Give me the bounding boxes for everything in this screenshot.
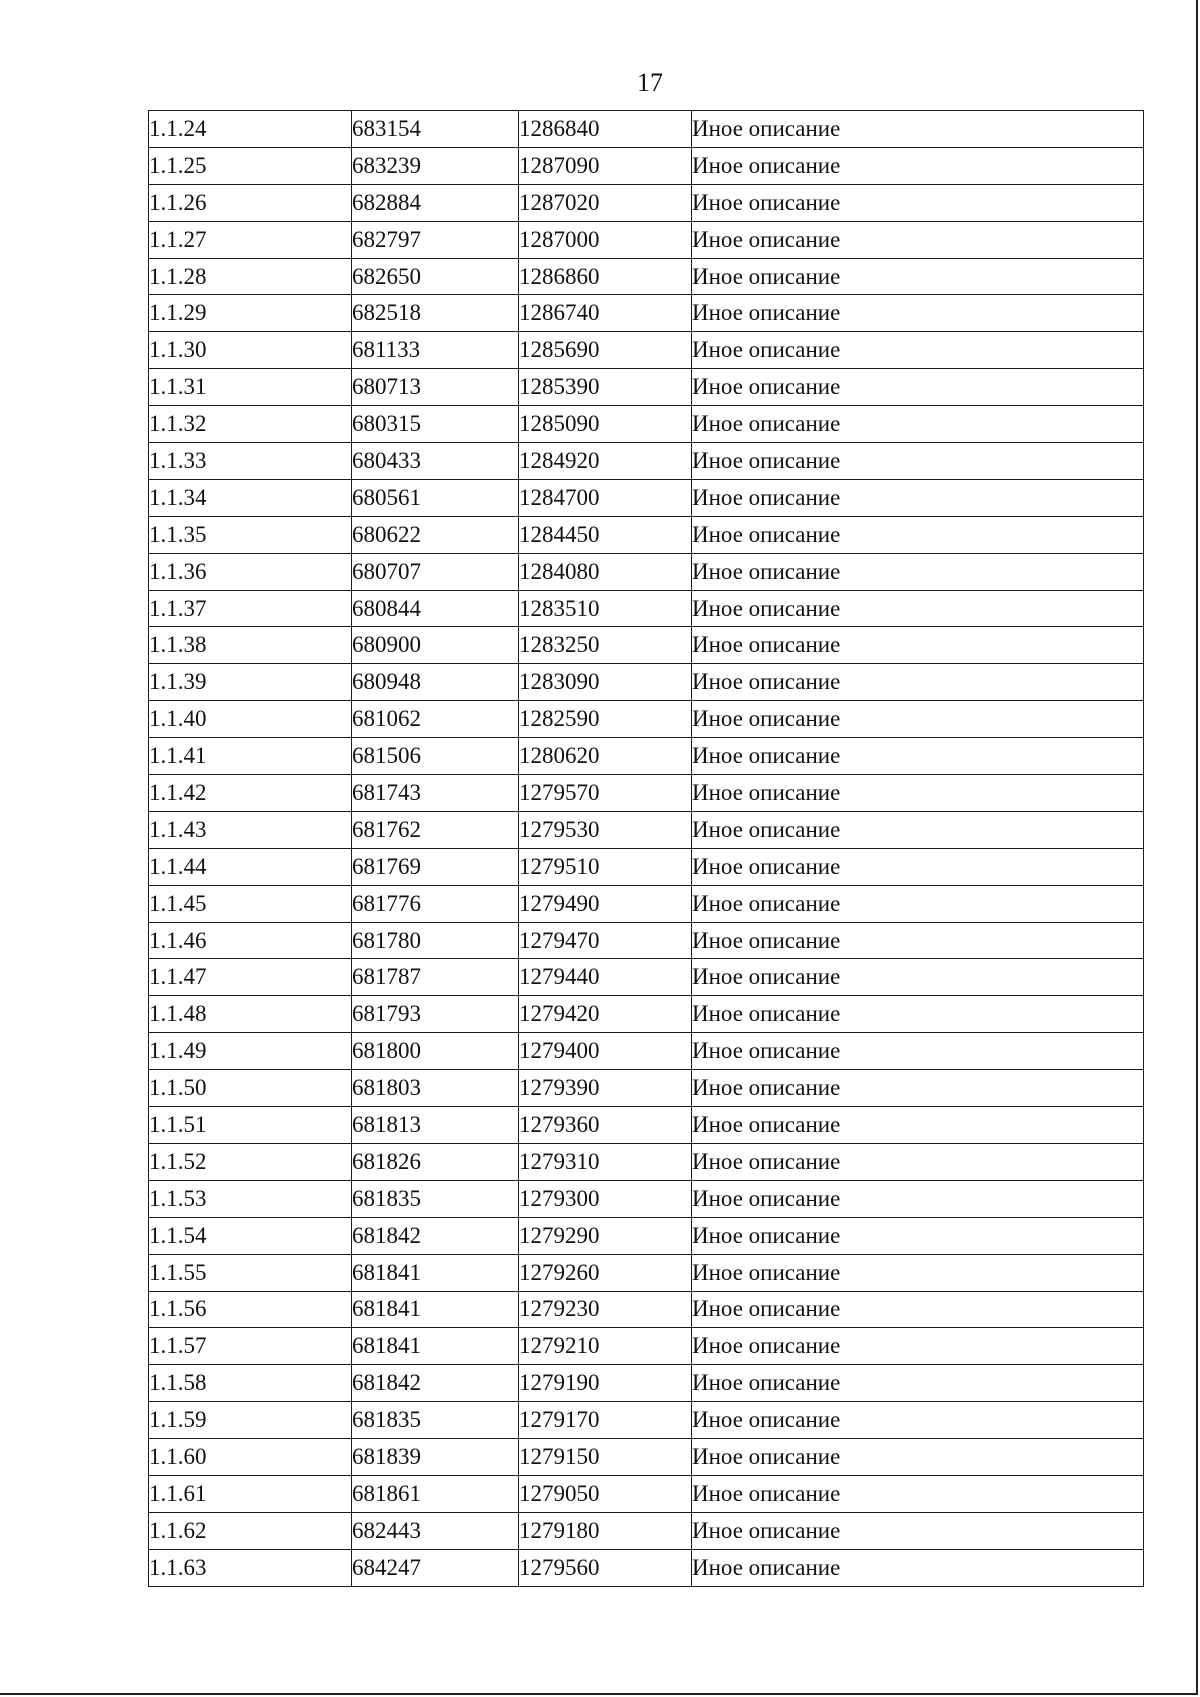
table-row: [149, 1328, 1144, 1365]
table-row: [149, 1180, 1144, 1217]
description-cell: Иное описание: [692, 1070, 1144, 1107]
y-coordinate-cell: 1279310: [519, 1143, 692, 1180]
point-number-cell: 1.1.54: [149, 1217, 352, 1254]
table-row: [149, 295, 1144, 332]
description-cell: Иное описание: [692, 1033, 1144, 1070]
y-coordinate-cell: 1279400: [519, 1033, 692, 1070]
description-cell: Иное описание: [692, 1143, 1144, 1180]
table-row: [149, 147, 1144, 184]
y-coordinate-cell: 1286860: [519, 258, 692, 295]
description-cell: Иное описание: [692, 111, 1144, 148]
table-row: [149, 590, 1144, 627]
description-cell: Иное описание: [692, 1439, 1144, 1476]
point-number-cell: 1.1.50: [149, 1070, 352, 1107]
y-coordinate-cell: 1283510: [519, 590, 692, 627]
y-coordinate-cell: 1279560: [519, 1549, 692, 1586]
coordinates-table-body: [149, 111, 1144, 1587]
description-cell: Иное описание: [692, 1291, 1144, 1328]
point-number-cell: 1.1.41: [149, 738, 352, 775]
y-coordinate-cell: 1284700: [519, 479, 692, 516]
y-coordinate-cell: 1280620: [519, 738, 692, 775]
table-row: [149, 258, 1144, 295]
table-row: [149, 1439, 1144, 1476]
x-coordinate-cell: 681743: [352, 775, 519, 812]
point-number-cell: 1.1.51: [149, 1107, 352, 1144]
y-coordinate-cell: 1287090: [519, 147, 692, 184]
point-number-cell: 1.1.30: [149, 332, 352, 369]
description-cell: Иное описание: [692, 221, 1144, 258]
x-coordinate-cell: 680713: [352, 369, 519, 406]
y-coordinate-cell: 1279150: [519, 1439, 692, 1476]
x-coordinate-cell: 681841: [352, 1328, 519, 1365]
table-row: [149, 1254, 1144, 1291]
x-coordinate-cell: 681835: [352, 1180, 519, 1217]
point-number-cell: 1.1.34: [149, 479, 352, 516]
description-cell: Иное описание: [692, 1107, 1144, 1144]
description-cell: Иное описание: [692, 1217, 1144, 1254]
table-row: [149, 369, 1144, 406]
x-coordinate-cell: 681813: [352, 1107, 519, 1144]
table-row: [149, 1107, 1144, 1144]
description-cell: Иное описание: [692, 590, 1144, 627]
description-cell: Иное описание: [692, 1512, 1144, 1549]
x-coordinate-cell: 681842: [352, 1217, 519, 1254]
point-number-cell: 1.1.61: [149, 1475, 352, 1512]
coordinates-table: [148, 110, 1144, 1587]
point-number-cell: 1.1.58: [149, 1365, 352, 1402]
y-coordinate-cell: 1284450: [519, 516, 692, 553]
description-cell: Иное описание: [692, 295, 1144, 332]
x-coordinate-cell: 682650: [352, 258, 519, 295]
point-number-cell: 1.1.57: [149, 1328, 352, 1365]
x-coordinate-cell: 681133: [352, 332, 519, 369]
y-coordinate-cell: 1279490: [519, 885, 692, 922]
y-coordinate-cell: 1279260: [519, 1254, 692, 1291]
description-cell: Иное описание: [692, 848, 1144, 885]
description-cell: Иное описание: [692, 996, 1144, 1033]
point-number-cell: 1.1.46: [149, 922, 352, 959]
point-number-cell: 1.1.44: [149, 848, 352, 885]
description-cell: Иное описание: [692, 738, 1144, 775]
table-row: [149, 184, 1144, 221]
table-row: [149, 775, 1144, 812]
x-coordinate-cell: 681800: [352, 1033, 519, 1070]
x-coordinate-cell: 681841: [352, 1291, 519, 1328]
description-cell: Иное описание: [692, 479, 1144, 516]
y-coordinate-cell: 1279420: [519, 996, 692, 1033]
table-row: [149, 1549, 1144, 1586]
table-row: [149, 553, 1144, 590]
y-coordinate-cell: 1286840: [519, 111, 692, 148]
description-cell: Иное описание: [692, 627, 1144, 664]
y-coordinate-cell: 1283250: [519, 627, 692, 664]
table-row: [149, 479, 1144, 516]
x-coordinate-cell: 681841: [352, 1254, 519, 1291]
x-coordinate-cell: 681780: [352, 922, 519, 959]
table-row: [149, 1217, 1144, 1254]
point-number-cell: 1.1.49: [149, 1033, 352, 1070]
description-cell: Иное описание: [692, 369, 1144, 406]
y-coordinate-cell: 1286740: [519, 295, 692, 332]
x-coordinate-cell: 683154: [352, 111, 519, 148]
x-coordinate-cell: 682443: [352, 1512, 519, 1549]
x-coordinate-cell: 681769: [352, 848, 519, 885]
point-number-cell: 1.1.32: [149, 406, 352, 443]
x-coordinate-cell: 680622: [352, 516, 519, 553]
y-coordinate-cell: 1279440: [519, 959, 692, 996]
y-coordinate-cell: 1279300: [519, 1180, 692, 1217]
point-number-cell: 1.1.55: [149, 1254, 352, 1291]
description-cell: Иное описание: [692, 811, 1144, 848]
x-coordinate-cell: 680900: [352, 627, 519, 664]
point-number-cell: 1.1.56: [149, 1291, 352, 1328]
y-coordinate-cell: 1287000: [519, 221, 692, 258]
table-row: [149, 848, 1144, 885]
y-coordinate-cell: 1279050: [519, 1475, 692, 1512]
table-row: [149, 811, 1144, 848]
point-number-cell: 1.1.39: [149, 664, 352, 701]
point-number-cell: 1.1.36: [149, 553, 352, 590]
table-row: [149, 1512, 1144, 1549]
point-number-cell: 1.1.60: [149, 1439, 352, 1476]
y-coordinate-cell: 1283090: [519, 664, 692, 701]
point-number-cell: 1.1.47: [149, 959, 352, 996]
x-coordinate-cell: 682884: [352, 184, 519, 221]
x-coordinate-cell: 681835: [352, 1402, 519, 1439]
y-coordinate-cell: 1279230: [519, 1291, 692, 1328]
x-coordinate-cell: 681787: [352, 959, 519, 996]
y-coordinate-cell: 1279510: [519, 848, 692, 885]
x-coordinate-cell: 680433: [352, 443, 519, 480]
y-coordinate-cell: 1279170: [519, 1402, 692, 1439]
table-row: [149, 885, 1144, 922]
y-coordinate-cell: 1287020: [519, 184, 692, 221]
description-cell: Иное описание: [692, 922, 1144, 959]
x-coordinate-cell: 681861: [352, 1475, 519, 1512]
x-coordinate-cell: 684247: [352, 1549, 519, 1586]
table-row: [149, 996, 1144, 1033]
y-coordinate-cell: 1279290: [519, 1217, 692, 1254]
point-number-cell: 1.1.35: [149, 516, 352, 553]
point-number-cell: 1.1.59: [149, 1402, 352, 1439]
y-coordinate-cell: 1279190: [519, 1365, 692, 1402]
x-coordinate-cell: 681826: [352, 1143, 519, 1180]
description-cell: Иное описание: [692, 664, 1144, 701]
table-row: [149, 959, 1144, 996]
table-row: [149, 516, 1144, 553]
point-number-cell: 1.1.28: [149, 258, 352, 295]
x-coordinate-cell: 681506: [352, 738, 519, 775]
table-row: [149, 221, 1144, 258]
description-cell: Иное описание: [692, 1549, 1144, 1586]
description-cell: Иное описание: [692, 516, 1144, 553]
description-cell: Иное описание: [692, 1180, 1144, 1217]
x-coordinate-cell: 680844: [352, 590, 519, 627]
description-cell: Иное описание: [692, 775, 1144, 812]
point-number-cell: 1.1.40: [149, 701, 352, 738]
point-number-cell: 1.1.38: [149, 627, 352, 664]
point-number-cell: 1.1.43: [149, 811, 352, 848]
point-number-cell: 1.1.25: [149, 147, 352, 184]
table-row: [149, 1070, 1144, 1107]
y-coordinate-cell: 1279570: [519, 775, 692, 812]
x-coordinate-cell: 680315: [352, 406, 519, 443]
table-row: [149, 1365, 1144, 1402]
y-coordinate-cell: 1279530: [519, 811, 692, 848]
x-coordinate-cell: 681062: [352, 701, 519, 738]
description-cell: Иное описание: [692, 1254, 1144, 1291]
table-row: [149, 1143, 1144, 1180]
description-cell: Иное описание: [692, 1402, 1144, 1439]
point-number-cell: 1.1.31: [149, 369, 352, 406]
point-number-cell: 1.1.26: [149, 184, 352, 221]
point-number-cell: 1.1.45: [149, 885, 352, 922]
x-coordinate-cell: 682797: [352, 221, 519, 258]
y-coordinate-cell: 1279390: [519, 1070, 692, 1107]
x-coordinate-cell: 683239: [352, 147, 519, 184]
description-cell: Иное описание: [692, 1365, 1144, 1402]
table-row: [149, 701, 1144, 738]
table-row: [149, 111, 1144, 148]
x-coordinate-cell: 680948: [352, 664, 519, 701]
point-number-cell: 1.1.42: [149, 775, 352, 812]
y-coordinate-cell: 1279180: [519, 1512, 692, 1549]
point-number-cell: 1.1.29: [149, 295, 352, 332]
y-coordinate-cell: 1285390: [519, 369, 692, 406]
y-coordinate-cell: 1284920: [519, 443, 692, 480]
point-number-cell: 1.1.24: [149, 111, 352, 148]
table-row: [149, 664, 1144, 701]
point-number-cell: 1.1.37: [149, 590, 352, 627]
point-number-cell: 1.1.63: [149, 1549, 352, 1586]
x-coordinate-cell: 681776: [352, 885, 519, 922]
y-coordinate-cell: 1279360: [519, 1107, 692, 1144]
point-number-cell: 1.1.53: [149, 1180, 352, 1217]
point-number-cell: 1.1.62: [149, 1512, 352, 1549]
x-coordinate-cell: 681793: [352, 996, 519, 1033]
table-row: [149, 332, 1144, 369]
table-row: [149, 738, 1144, 775]
point-number-cell: 1.1.48: [149, 996, 352, 1033]
table-row: [149, 1033, 1144, 1070]
y-coordinate-cell: 1279210: [519, 1328, 692, 1365]
description-cell: Иное описание: [692, 184, 1144, 221]
x-coordinate-cell: 680561: [352, 479, 519, 516]
point-number-cell: 1.1.52: [149, 1143, 352, 1180]
y-coordinate-cell: 1279470: [519, 922, 692, 959]
page-number: 17: [637, 68, 663, 97]
point-number-cell: 1.1.33: [149, 443, 352, 480]
description-cell: Иное описание: [692, 258, 1144, 295]
table-row: [149, 922, 1144, 959]
x-coordinate-cell: 681839: [352, 1439, 519, 1476]
description-cell: Иное описание: [692, 147, 1144, 184]
y-coordinate-cell: 1285690: [519, 332, 692, 369]
description-cell: Иное описание: [692, 406, 1144, 443]
x-coordinate-cell: 681762: [352, 811, 519, 848]
description-cell: Иное описание: [692, 553, 1144, 590]
description-cell: Иное описание: [692, 701, 1144, 738]
x-coordinate-cell: 681803: [352, 1070, 519, 1107]
table-row: [149, 1402, 1144, 1439]
description-cell: Иное описание: [692, 1475, 1144, 1512]
description-cell: Иное описание: [692, 1328, 1144, 1365]
y-coordinate-cell: 1285090: [519, 406, 692, 443]
y-coordinate-cell: 1282590: [519, 701, 692, 738]
point-number-cell: 1.1.27: [149, 221, 352, 258]
description-cell: Иное описание: [692, 959, 1144, 996]
x-coordinate-cell: 680707: [352, 553, 519, 590]
table-row: [149, 443, 1144, 480]
description-cell: Иное описание: [692, 443, 1144, 480]
x-coordinate-cell: 681842: [352, 1365, 519, 1402]
table-row: [149, 1291, 1144, 1328]
table-row: [149, 406, 1144, 443]
description-cell: Иное описание: [692, 332, 1144, 369]
x-coordinate-cell: 682518: [352, 295, 519, 332]
description-cell: Иное описание: [692, 885, 1144, 922]
table-row: [149, 1475, 1144, 1512]
table-row: [149, 627, 1144, 664]
y-coordinate-cell: 1284080: [519, 553, 692, 590]
